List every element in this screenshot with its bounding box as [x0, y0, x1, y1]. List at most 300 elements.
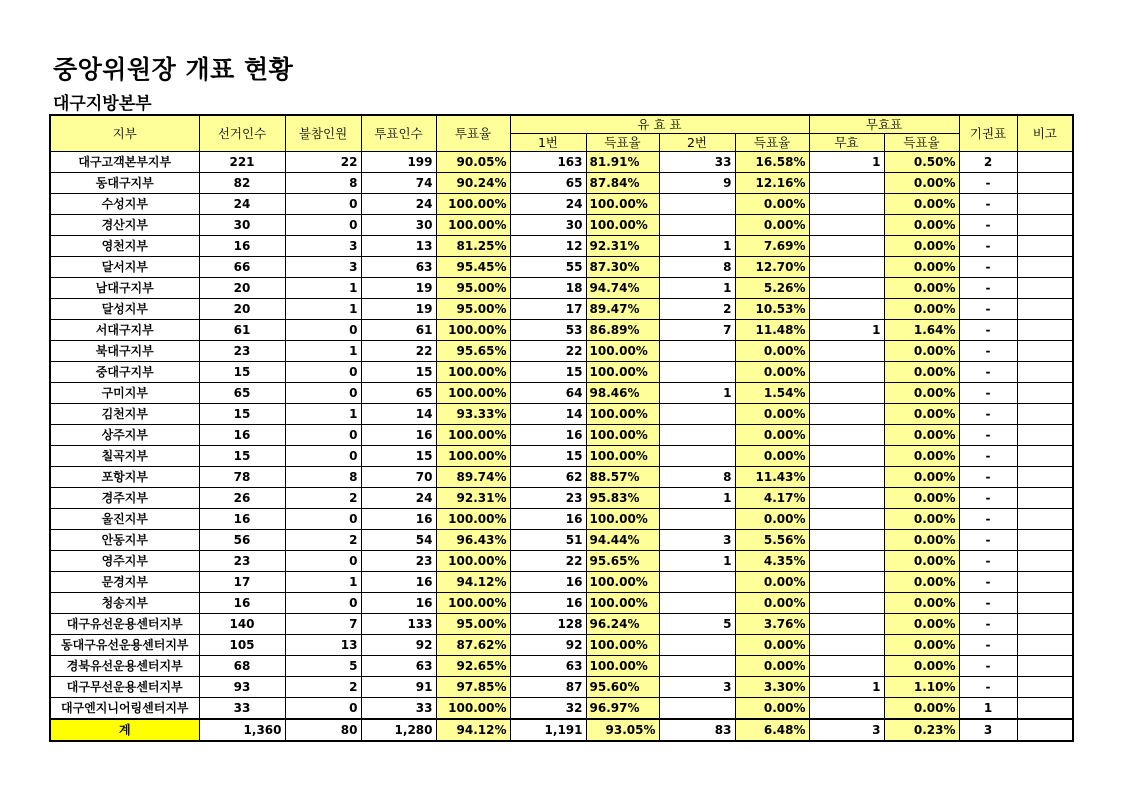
cell-inv-rate: 0.00% — [884, 593, 959, 614]
table-row — [50, 362, 1073, 383]
header-invalid-count: 무효 — [809, 134, 884, 152]
cell-abstain: - — [959, 677, 1017, 698]
cell-voters: 13 — [361, 236, 436, 257]
cell-abstain: - — [959, 656, 1017, 677]
cell-c2-rate: 1.54% — [735, 383, 809, 404]
table-row — [50, 236, 1073, 257]
cell-electors: 23 — [199, 551, 285, 572]
cell-absent: 1 — [285, 299, 361, 320]
cell-c2 — [659, 698, 735, 720]
cell-note — [1017, 656, 1073, 677]
cell-c2: 1 — [659, 551, 735, 572]
cell-abstain: - — [959, 299, 1017, 320]
cell-c1-rate: 95.65% — [586, 551, 659, 572]
cell-absent: 13 — [285, 635, 361, 656]
cell-note — [1017, 425, 1073, 446]
cell-c1: 163 — [510, 152, 586, 173]
cell-c2-rate: 16.58% — [735, 152, 809, 173]
cell-voters: 91 — [361, 677, 436, 698]
table-row — [50, 488, 1073, 509]
cell-abstain: - — [959, 341, 1017, 362]
header-candidate-1: 1번 — [510, 134, 586, 152]
cell-voters: 63 — [361, 656, 436, 677]
cell-electors: 15 — [199, 404, 285, 425]
cell-inv: 3 — [809, 719, 884, 741]
cell-c1: 92 — [510, 635, 586, 656]
cell-note — [1017, 257, 1073, 278]
cell-inv-rate: 0.00% — [884, 488, 959, 509]
cell-electors: 26 — [199, 488, 285, 509]
cell-inv — [809, 614, 884, 635]
cell-c2: 1 — [659, 236, 735, 257]
cell-turnout: 100.00% — [436, 320, 510, 341]
cell-abstain: - — [959, 530, 1017, 551]
cell-c1-rate: 100.00% — [586, 362, 659, 383]
cell-inv-rate: 0.00% — [884, 698, 959, 720]
cell-absent: 0 — [285, 593, 361, 614]
cell-c1-rate: 87.30% — [586, 257, 659, 278]
cell-voters: 54 — [361, 530, 436, 551]
cell-absent: 0 — [285, 509, 361, 530]
cell-c1-rate: 100.00% — [586, 215, 659, 236]
cell-c1: 15 — [510, 362, 586, 383]
cell-absent: 0 — [285, 446, 361, 467]
cell-c1: 53 — [510, 320, 586, 341]
cell-turnout: 92.31% — [436, 488, 510, 509]
cell-turnout: 89.74% — [436, 467, 510, 488]
header-note: 비고 — [1017, 115, 1073, 152]
table-row — [50, 257, 1073, 278]
table-row — [50, 299, 1073, 320]
cell-c2-rate: 0.00% — [735, 341, 809, 362]
cell-absent: 0 — [285, 362, 361, 383]
cell-voters: 15 — [361, 362, 436, 383]
cell-c2-rate: 11.48% — [735, 320, 809, 341]
cell-name: 영천지부 — [50, 236, 199, 257]
header-invalid-rate: 득표율 — [884, 134, 959, 152]
cell-absent: 2 — [285, 677, 361, 698]
cell-note — [1017, 320, 1073, 341]
cell-c2-rate: 0.00% — [735, 362, 809, 383]
table-row — [50, 551, 1073, 572]
table-row — [50, 698, 1073, 720]
cell-c1-rate: 100.00% — [586, 572, 659, 593]
cell-abstain: - — [959, 593, 1017, 614]
cell-c2-rate: 4.35% — [735, 551, 809, 572]
cell-c2: 1 — [659, 488, 735, 509]
cell-c1: 51 — [510, 530, 586, 551]
cell-c1-rate: 89.47% — [586, 299, 659, 320]
header-electors: 선거인수 — [199, 115, 285, 152]
cell-note — [1017, 215, 1073, 236]
cell-absent: 0 — [285, 383, 361, 404]
table-row — [50, 320, 1073, 341]
cell-c1-rate: 81.91% — [586, 152, 659, 173]
cell-turnout: 94.12% — [436, 572, 510, 593]
cell-inv — [809, 593, 884, 614]
cell-inv-rate: 0.00% — [884, 383, 959, 404]
table-row — [50, 656, 1073, 677]
cell-c2: 1 — [659, 383, 735, 404]
cell-c1-rate: 93.05% — [586, 719, 659, 741]
cell-inv — [809, 656, 884, 677]
cell-absent: 80 — [285, 719, 361, 741]
cell-inv-rate: 0.00% — [884, 551, 959, 572]
cell-voters: 16 — [361, 425, 436, 446]
cell-voters: 14 — [361, 404, 436, 425]
cell-name: 계 — [50, 719, 199, 741]
cell-turnout: 90.05% — [436, 152, 510, 173]
cell-voters: 92 — [361, 635, 436, 656]
cell-turnout: 100.00% — [436, 215, 510, 236]
cell-turnout: 94.12% — [436, 719, 510, 741]
cell-name: 울진지부 — [50, 509, 199, 530]
cell-c2 — [659, 362, 735, 383]
cell-inv-rate: 0.50% — [884, 152, 959, 173]
cell-c2 — [659, 635, 735, 656]
cell-c2-rate: 4.17% — [735, 488, 809, 509]
cell-inv — [809, 194, 884, 215]
cell-turnout: 95.45% — [436, 257, 510, 278]
table-row — [50, 173, 1073, 194]
cell-c1-rate: 100.00% — [586, 425, 659, 446]
cell-inv-rate: 0.00% — [884, 257, 959, 278]
header-abstain: 기권표 — [959, 115, 1017, 152]
cell-electors: 16 — [199, 593, 285, 614]
cell-c2 — [659, 215, 735, 236]
cell-name: 경북유선운용센터지부 — [50, 656, 199, 677]
cell-c1: 18 — [510, 278, 586, 299]
cell-electors: 15 — [199, 362, 285, 383]
cell-c2-rate: 12.70% — [735, 257, 809, 278]
cell-c1: 30 — [510, 215, 586, 236]
cell-c1-rate: 86.89% — [586, 320, 659, 341]
table-row — [50, 152, 1073, 173]
cell-c1: 63 — [510, 656, 586, 677]
cell-absent: 1 — [285, 572, 361, 593]
page-title: 중앙위원장 개표 현황 — [53, 55, 294, 84]
cell-absent: 5 — [285, 656, 361, 677]
cell-name: 문경지부 — [50, 572, 199, 593]
cell-inv — [809, 215, 884, 236]
cell-note — [1017, 488, 1073, 509]
cell-name: 청송지부 — [50, 593, 199, 614]
cell-absent: 1 — [285, 404, 361, 425]
cell-note — [1017, 593, 1073, 614]
cell-absent: 1 — [285, 341, 361, 362]
cell-note — [1017, 299, 1073, 320]
cell-electors: 16 — [199, 236, 285, 257]
cell-name: 칠곡지부 — [50, 446, 199, 467]
cell-electors: 16 — [199, 509, 285, 530]
cell-abstain: 1 — [959, 698, 1017, 720]
cell-abstain: - — [959, 215, 1017, 236]
cell-electors: 78 — [199, 467, 285, 488]
cell-inv — [809, 341, 884, 362]
cell-name: 달서지부 — [50, 257, 199, 278]
cell-absent: 0 — [285, 551, 361, 572]
cell-voters: 33 — [361, 698, 436, 720]
cell-inv — [809, 467, 884, 488]
cell-turnout: 95.00% — [436, 278, 510, 299]
cell-c2 — [659, 194, 735, 215]
cell-c1-rate: 94.74% — [586, 278, 659, 299]
cell-c2-rate: 12.16% — [735, 173, 809, 194]
cell-name: 남대구지부 — [50, 278, 199, 299]
table-row — [50, 194, 1073, 215]
cell-inv — [809, 488, 884, 509]
cell-inv-rate: 0.00% — [884, 656, 959, 677]
cell-c1-rate: 96.24% — [586, 614, 659, 635]
cell-inv — [809, 278, 884, 299]
header-voters: 투표인수 — [361, 115, 436, 152]
cell-c2: 3 — [659, 677, 735, 698]
cell-c1-rate: 96.97% — [586, 698, 659, 720]
cell-name: 중대구지부 — [50, 362, 199, 383]
cell-inv-rate: 0.23% — [884, 719, 959, 741]
cell-c2 — [659, 446, 735, 467]
cell-inv-rate: 0.00% — [884, 530, 959, 551]
cell-c2: 33 — [659, 152, 735, 173]
table-row — [50, 215, 1073, 236]
header-invalid: 무효표 — [809, 115, 959, 134]
cell-electors: 30 — [199, 215, 285, 236]
cell-electors: 17 — [199, 572, 285, 593]
cell-absent: 2 — [285, 530, 361, 551]
table-row — [50, 404, 1073, 425]
cell-name: 동대구지부 — [50, 173, 199, 194]
cell-absent: 0 — [285, 320, 361, 341]
cell-c1: 32 — [510, 698, 586, 720]
cell-turnout: 100.00% — [436, 383, 510, 404]
cell-c2-rate: 6.48% — [735, 719, 809, 741]
cell-name: 동대구유선운용센터지부 — [50, 635, 199, 656]
cell-turnout: 100.00% — [436, 425, 510, 446]
cell-name: 북대구지부 — [50, 341, 199, 362]
cell-electors: 23 — [199, 341, 285, 362]
cell-voters: 24 — [361, 488, 436, 509]
cell-c1-rate: 100.00% — [586, 509, 659, 530]
cell-note — [1017, 278, 1073, 299]
header-turnout: 투표율 — [436, 115, 510, 152]
cell-c2-rate: 10.53% — [735, 299, 809, 320]
cell-inv-rate: 0.00% — [884, 425, 959, 446]
table-row — [50, 572, 1073, 593]
header-candidate-1-rate: 득표율 — [586, 134, 659, 152]
cell-inv: 1 — [809, 320, 884, 341]
cell-inv — [809, 425, 884, 446]
table-row — [50, 278, 1073, 299]
cell-voters: 22 — [361, 341, 436, 362]
cell-note — [1017, 530, 1073, 551]
cell-inv-rate: 0.00% — [884, 236, 959, 257]
cell-electors: 1,360 — [199, 719, 285, 741]
cell-c1-rate: 94.44% — [586, 530, 659, 551]
cell-abstain: - — [959, 635, 1017, 656]
vote-count-table — [49, 114, 1074, 742]
cell-voters: 19 — [361, 299, 436, 320]
cell-name: 상주지부 — [50, 425, 199, 446]
cell-inv — [809, 257, 884, 278]
cell-inv — [809, 635, 884, 656]
cell-turnout: 100.00% — [436, 593, 510, 614]
cell-electors: 68 — [199, 656, 285, 677]
cell-c1: 55 — [510, 257, 586, 278]
cell-voters: 16 — [361, 509, 436, 530]
cell-name: 포항지부 — [50, 467, 199, 488]
cell-c2-rate: 0.00% — [735, 404, 809, 425]
cell-inv-rate: 0.00% — [884, 341, 959, 362]
cell-voters: 1,280 — [361, 719, 436, 741]
cell-c1-rate: 100.00% — [586, 194, 659, 215]
cell-c1: 62 — [510, 467, 586, 488]
cell-name: 안동지부 — [50, 530, 199, 551]
cell-abstain: - — [959, 194, 1017, 215]
cell-note — [1017, 509, 1073, 530]
cell-c1: 87 — [510, 677, 586, 698]
total-row — [50, 719, 1073, 741]
cell-absent: 3 — [285, 257, 361, 278]
cell-voters: 70 — [361, 467, 436, 488]
cell-note — [1017, 677, 1073, 698]
cell-electors: 16 — [199, 425, 285, 446]
cell-abstain: - — [959, 425, 1017, 446]
cell-voters: 16 — [361, 593, 436, 614]
cell-c2 — [659, 341, 735, 362]
cell-c2 — [659, 593, 735, 614]
cell-abstain: - — [959, 173, 1017, 194]
cell-absent: 7 — [285, 614, 361, 635]
cell-c2-rate: 0.00% — [735, 635, 809, 656]
cell-electors: 93 — [199, 677, 285, 698]
cell-turnout: 95.00% — [436, 614, 510, 635]
cell-absent: 0 — [285, 425, 361, 446]
cell-c1: 17 — [510, 299, 586, 320]
cell-note — [1017, 572, 1073, 593]
cell-name: 서대구지부 — [50, 320, 199, 341]
cell-inv — [809, 551, 884, 572]
cell-c2-rate: 0.00% — [735, 593, 809, 614]
cell-c1-rate: 88.57% — [586, 467, 659, 488]
cell-note — [1017, 194, 1073, 215]
cell-electors: 33 — [199, 698, 285, 720]
cell-c2-rate: 7.69% — [735, 236, 809, 257]
table-row — [50, 509, 1073, 530]
cell-c1-rate: 95.60% — [586, 677, 659, 698]
cell-electors: 20 — [199, 278, 285, 299]
cell-c1: 16 — [510, 593, 586, 614]
cell-note — [1017, 446, 1073, 467]
cell-inv — [809, 173, 884, 194]
cell-turnout: 95.00% — [436, 299, 510, 320]
cell-c2-rate: 3.30% — [735, 677, 809, 698]
cell-abstain: - — [959, 446, 1017, 467]
cell-c2-rate: 3.76% — [735, 614, 809, 635]
cell-absent: 3 — [285, 236, 361, 257]
cell-inv-rate: 0.00% — [884, 467, 959, 488]
cell-voters: 15 — [361, 446, 436, 467]
cell-abstain: - — [959, 257, 1017, 278]
table-row — [50, 530, 1073, 551]
cell-inv — [809, 362, 884, 383]
cell-electors: 61 — [199, 320, 285, 341]
cell-c1: 24 — [510, 194, 586, 215]
cell-c2: 1 — [659, 278, 735, 299]
cell-c2-rate: 0.00% — [735, 446, 809, 467]
cell-voters: 16 — [361, 572, 436, 593]
cell-voters: 24 — [361, 194, 436, 215]
table-row — [50, 614, 1073, 635]
cell-turnout: 100.00% — [436, 698, 510, 720]
cell-turnout: 97.85% — [436, 677, 510, 698]
cell-c2 — [659, 509, 735, 530]
cell-electors: 105 — [199, 635, 285, 656]
cell-c2: 7 — [659, 320, 735, 341]
cell-absent: 2 — [285, 488, 361, 509]
cell-abstain: - — [959, 509, 1017, 530]
cell-c2-rate: 11.43% — [735, 467, 809, 488]
cell-note — [1017, 341, 1073, 362]
table-row — [50, 383, 1073, 404]
cell-c1: 12 — [510, 236, 586, 257]
cell-name: 대구무선운용센터지부 — [50, 677, 199, 698]
cell-turnout: 100.00% — [436, 551, 510, 572]
cell-turnout: 100.00% — [436, 446, 510, 467]
table-body — [50, 152, 1073, 742]
cell-voters: 30 — [361, 215, 436, 236]
cell-c2-rate: 0.00% — [735, 509, 809, 530]
cell-inv-rate: 0.00% — [884, 572, 959, 593]
cell-abstain: - — [959, 488, 1017, 509]
cell-note — [1017, 551, 1073, 572]
cell-electors: 65 — [199, 383, 285, 404]
cell-voters: 23 — [361, 551, 436, 572]
cell-turnout: 93.33% — [436, 404, 510, 425]
cell-turnout: 96.43% — [436, 530, 510, 551]
cell-inv — [809, 383, 884, 404]
cell-c1: 64 — [510, 383, 586, 404]
cell-c1-rate: 100.00% — [586, 593, 659, 614]
cell-inv — [809, 299, 884, 320]
cell-c2 — [659, 572, 735, 593]
cell-note — [1017, 152, 1073, 173]
cell-abstain: - — [959, 236, 1017, 257]
cell-c1-rate: 87.84% — [586, 173, 659, 194]
cell-c1-rate: 98.46% — [586, 383, 659, 404]
cell-name: 김천지부 — [50, 404, 199, 425]
table-row — [50, 425, 1073, 446]
cell-c2 — [659, 656, 735, 677]
cell-c1: 16 — [510, 572, 586, 593]
cell-c2-rate: 5.26% — [735, 278, 809, 299]
cell-note — [1017, 173, 1073, 194]
cell-c1: 14 — [510, 404, 586, 425]
cell-name: 영주지부 — [50, 551, 199, 572]
cell-name: 경주지부 — [50, 488, 199, 509]
cell-c1-rate: 100.00% — [586, 656, 659, 677]
cell-voters: 199 — [361, 152, 436, 173]
cell-electors: 66 — [199, 257, 285, 278]
cell-turnout: 100.00% — [436, 362, 510, 383]
header-candidate-2-rate: 득표율 — [735, 134, 809, 152]
cell-c2: 2 — [659, 299, 735, 320]
cell-c1-rate: 95.83% — [586, 488, 659, 509]
cell-inv-rate: 0.00% — [884, 635, 959, 656]
cell-note — [1017, 362, 1073, 383]
cell-inv-rate: 1.64% — [884, 320, 959, 341]
cell-c1: 23 — [510, 488, 586, 509]
cell-abstain: - — [959, 362, 1017, 383]
